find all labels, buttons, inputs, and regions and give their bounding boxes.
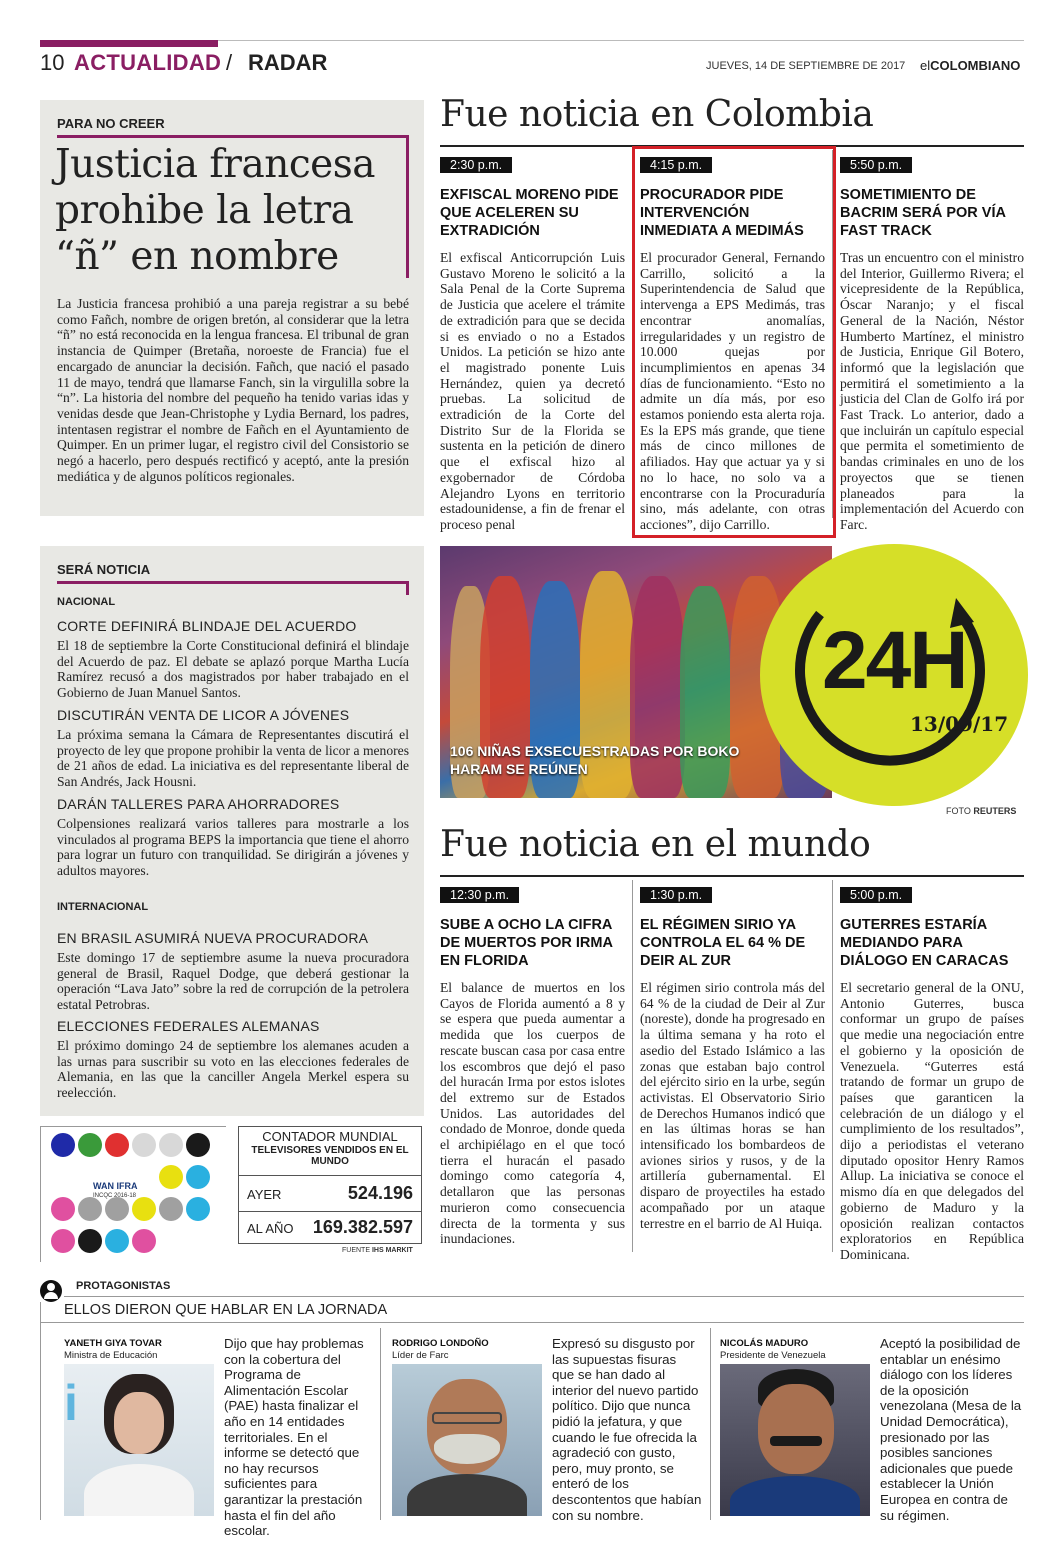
protagonist-name: NICOLÁS MADURO bbox=[720, 1338, 809, 1349]
mundo-time-1: 12:30 p.m. bbox=[440, 887, 519, 903]
protagonistas-rule bbox=[64, 1296, 1024, 1297]
sera-noticia-kicker: SERÁ NOTICIA bbox=[57, 562, 151, 577]
color-control-strip bbox=[40, 1126, 226, 1262]
contador-subtitle: TELEVISORES VENDIDOS EN EL MUNDO bbox=[251, 1145, 409, 1167]
brand-logo[interactable] bbox=[920, 58, 1020, 73]
source-prefix: FUENTE bbox=[342, 1247, 370, 1254]
ayer-value: 524.196 bbox=[347, 1183, 413, 1203]
mundo-time-3: 5:00 p.m. bbox=[840, 887, 912, 903]
protagonist-quote: Dijo que hay problemas con la cobertura del Programa de Alimentación Escolar (PAE) hasta finalizar el año en 14 entidades territoriales. En el informe se detectó que no hay recursos suficientes para garantizar la prestación hasta el fin del año escolar. bbox=[224, 1336, 364, 1539]
24h-text: 24H bbox=[822, 615, 967, 706]
column-divider bbox=[632, 880, 633, 1252]
color-swatch bbox=[159, 1165, 183, 1189]
kicker-vertical-rule bbox=[406, 581, 409, 595]
24h-badge bbox=[760, 544, 1028, 806]
colombia-body-1: El exfiscal Anticorrupción Luis Gustavo Moreno le solicitó a la Sala Penal de la Corte Suprema de Justicia que acelere el trámite de extradición para que se decida si es enviado o no a Estados Unidos. La petición se hizo ante el magistrado ponente Luis Hernández, quien ya decretó pruebas. La solicitud de extradición de la Corte del Distrito Sur de la Florida se sustenta en la petición de dinero que el exfiscal hizo al exgobernador de Córdoba Alejandro Lyons en territorio estadounidense, a fin de frenar el proceso penal bbox=[440, 250, 625, 532]
brand-prefix: el bbox=[920, 58, 931, 73]
internacional-item-title[interactable]: ELECCIONES FEDERALES ALEMANAS bbox=[57, 1018, 320, 1034]
color-swatch bbox=[51, 1133, 75, 1157]
section-separator: / bbox=[226, 50, 233, 75]
column-divider bbox=[380, 1328, 381, 1520]
color-swatch bbox=[159, 1133, 183, 1157]
color-swatch bbox=[132, 1229, 156, 1253]
color-swatch bbox=[159, 1197, 183, 1221]
colombia-headline-2[interactable]: PROCURADOR PIDE INTERVENCIÓN INMEDIATA A MEDIMÁS bbox=[640, 187, 804, 239]
color-swatch bbox=[186, 1197, 210, 1221]
mundo-heading: Fue noticia en el mundo bbox=[440, 824, 871, 865]
color-swatch bbox=[186, 1165, 210, 1189]
al-ano-label: AL AÑO bbox=[247, 1221, 294, 1236]
24h-date: 13/09/17 bbox=[910, 712, 1009, 736]
internacional-item-title[interactable]: EN BRASIL ASUMIRÁ NUEVA PROCURADORA bbox=[57, 930, 369, 946]
color-swatch bbox=[132, 1197, 156, 1221]
contador-title: CONTADOR MUNDIAL bbox=[262, 1129, 398, 1144]
protagonistas-vrule bbox=[40, 1302, 41, 1520]
person-icon bbox=[40, 1280, 62, 1302]
mundo-heading-rule bbox=[440, 875, 1024, 877]
nacional-item-title[interactable]: CORTE DEFINIRÁ BLINDAJE DEL ACUERDO bbox=[57, 618, 357, 634]
colombia-body-3: Tras un encuentro con el ministro del Interior, Guillermo Rivera; el vicepresidente de la República, Óscar Naranjo; y el fiscal General de la Nación, Néstor Humberto Martínez, el ministro de Justicia, Enrique Gil Botero, informó que la legislación que permitirá el sometimiento a la justicia del Clan de Golfo irá por Fast Track. Lo anterior, dado a que incluirán un capítulo especial que permita el sometimiento de bandas criminales en uno de los proyectos que se tienen planeados para la implementación del Acuerdo con Farc. bbox=[840, 250, 1024, 532]
wan-ifra-sub: INCQC 2016-18 bbox=[93, 1193, 137, 1199]
colombia-body-2: El procurador General, Fernando Carrillo, solicitó a la Superintendencia de Salud que intervenga a EPS Medimás, tras encontrar anomalías, irregularidades y un registro de 10.000 quejas por incumplimientos en apenas 34 días de funcionamiento. “Esto no admite un día más, por eso estamos poniendo esta alerta roja. Es la EPS más grande, que tiene más de cinco millones de afiliados. Hay que actuar ya y si no lo hace, no solo va a encontrarse con la Procuraduría sino, más adelante, con otras acciones”, dijo Carrillo. bbox=[640, 250, 825, 532]
section-color-bar bbox=[40, 40, 218, 47]
protagonist-quote: Aceptó la posibilidad de entablar un enésimo diálogo con los líderes de la oposición venezolana (Mesa de la Unidad Democrática), presionado por las posibles sanciones adicionales que puede establecer la Unión Europea en contra de su régimen. bbox=[880, 1336, 1022, 1523]
color-swatch bbox=[78, 1229, 102, 1253]
colombia-headline-1[interactable]: EXFISCAL MORENO PIDE QUE ACELEREN SU EXTRADICIÓN bbox=[440, 187, 619, 239]
subsection-name[interactable]: RADAR bbox=[248, 50, 328, 75]
colombia-time-2: 4:15 p.m. bbox=[640, 157, 712, 173]
brand-name: COLOMBIANO bbox=[930, 58, 1021, 73]
credit-name: REUTERS bbox=[973, 806, 1017, 816]
credit-prefix: FOTO bbox=[946, 806, 971, 816]
nacional-item-title[interactable]: DISCUTIRÁN VENTA DE LICOR A JÓVENES bbox=[57, 707, 350, 723]
mundo-headline-3[interactable]: GUTERRES ESTARÍA MEDIANDO PARA DIÁLOGO EN CARACAS bbox=[840, 917, 1009, 969]
para-no-creer-title[interactable]: Justicia francesa prohibe la letra “ñ” en nombre bbox=[55, 142, 376, 279]
protagonist-quote: Expresó su disgusto por las supuestas fisuras que se han dado al interior del nuevo partido político. Dijo que nunca pidió la jefatura, y que cuando le fue ofrecida la agradeció con gusto, pero, muy pronto, se enteró de los descontentos que habían con su nombre. bbox=[552, 1336, 702, 1523]
source-name: IHS MARKIT bbox=[371, 1247, 413, 1254]
protagonistas-rule bbox=[40, 1322, 1024, 1323]
mundo-body-1: El balance de muertos en los Cayos de Florida aumentó a 8 y se espera que pueda aumentar a medida que los cuerpos de rescate buscan casa por casa entre los escombros que dejó el paso del huracán Irma por estos islotes del extremo sur de Estados Unidos. Las autoridades del condado de Monroe, donde queda el archipiélago en el que tocó tierra el huracán el pasado domingo como categoría 4, detallaron que las personas murieron como consecuencia directa de la tormenta y sus inundaciones. bbox=[440, 980, 625, 1247]
color-swatch bbox=[78, 1197, 102, 1221]
nacional-item-body: Colpensiones realizará varios talleres para mostrarle a los vinculados al programa BEPS la importancia que tiene el ahorro para lograr un futuro con tranquilidad. Se dirigirán a jóvenes y adultos mayores. bbox=[57, 816, 409, 879]
protagonist-role: Presidente de Venezuela bbox=[720, 1350, 826, 1361]
contador-source bbox=[342, 1247, 413, 1254]
column-divider bbox=[710, 1328, 711, 1520]
nacional-label: NACIONAL bbox=[57, 596, 116, 608]
color-swatch bbox=[132, 1133, 156, 1157]
mundo-headline-2[interactable]: EL RÉGIMEN SIRIO YA CONTROLA EL 64 % DE DEIR AL ZUR bbox=[640, 917, 806, 969]
protagonistas-subtitle: ELLOS DIERON QUE HABLAR EN LA JORNADA bbox=[64, 1302, 388, 1318]
color-swatch bbox=[51, 1197, 75, 1221]
internacional-item-body: Este domingo 17 de septiembre asume la nueva procuradora general de Brasil, Raquel Dodge, que deberá gestionar la operación “Lava Jato” sobre la red de corrupción de la petrolera estatal Petrobras. bbox=[57, 950, 409, 1013]
mundo-time-2: 1:30 p.m. bbox=[640, 887, 712, 903]
mundo-body-3: El secretario general de la ONU, Antonio Guterres, busca conformar un grupo de países que medie una negociación entre el gobierno y la oposición de Venezuela. “Guterres está tratando de formar un grupo de países que garanticen la celebración de un diálogo y el cumplimiento de los resultados”, dijo a periodistas el veterano diputado opositor Henry Ramos Allup. La iniciativa se conoce el mismo día en que delegados del gobierno de Maduro y la oposición realizan contactos exploratorios en República Dominicana. bbox=[840, 980, 1024, 1262]
kicker-rule bbox=[57, 581, 409, 584]
protagonist-name: RODRIGO LONDOÑO bbox=[392, 1338, 489, 1349]
para-no-creer-body: La Justicia francesa prohibió a una pareja registrar a su bebé como Fañch, nombre de origen bretón, al considerar que la letra “ñ” no está reconocida en la lengua francesa. El tribunal de gran instancia de Quimper (Bretaña, noroeste de Francia) fue el encargado de anunciar la decisión. Fañch, que nació el pasado 11 de mayo, tendrá que llamarse Fanch, sin la virgulilla sobre la “n”. La historia del nombre del pequeño ha tenido varias idas y venidas desde que Jean-Christophe y Lydia Bernard, los padres, intentasen registrar el nombre de Fañch en el Ayuntamiento de Quimper. En un primer lugar, el registro civil del Consistorio se negó a hacerlo, pero después rectificó y aceptó, ante la presión mediática y de algunos políticos regionales. bbox=[57, 296, 409, 484]
photo-caption: 106 NIÑAS EXSECUESTRADAS POR BOKO HARAM SE REÚNEN bbox=[450, 743, 740, 777]
para-no-creer-kicker: PARA NO CREER bbox=[57, 116, 165, 131]
internacional-item-body: El próximo domingo 24 de septiembre los alemanes acuden a las urnas para suscribir su voto en las elecciones federales de Alemania, en las que la canciller Angela Merkel espera su reelección. bbox=[57, 1038, 409, 1101]
colombia-headline-3[interactable]: SOMETIMIENTO DE BACRIM SERÁ POR VÍA FAST TRACK bbox=[840, 187, 1006, 239]
counter-rule bbox=[239, 1175, 421, 1176]
protagonist-role: Líder de Farc bbox=[392, 1350, 449, 1361]
colombia-time-3: 5:50 p.m. bbox=[840, 157, 912, 173]
protagonist-role: Ministra de Educación bbox=[64, 1350, 158, 1361]
color-swatch bbox=[105, 1133, 129, 1157]
kicker-vertical-rule bbox=[406, 135, 409, 278]
mundo-headline-1[interactable]: SUBE A OCHO LA CIFRA DE MUERTOS POR IRMA EN FLORIDA bbox=[440, 917, 613, 969]
al-ano-value: 169.382.597 bbox=[312, 1217, 413, 1237]
page-number: 10 bbox=[40, 50, 65, 75]
protagonistas-kicker: PROTAGONISTAS bbox=[76, 1280, 171, 1292]
photo-credit bbox=[946, 806, 1016, 816]
protagonist-name: YANETH GIYA TOVAR bbox=[64, 1338, 162, 1349]
protagonist-photo[interactable] bbox=[392, 1364, 542, 1516]
internacional-label: INTERNACIONAL bbox=[57, 901, 149, 913]
color-swatch bbox=[51, 1229, 75, 1253]
counter-rule bbox=[239, 1211, 421, 1212]
issue-date: JUEVES, 14 DE SEPTIEMBRE DE 2017 bbox=[706, 60, 906, 72]
nacional-item-body: La próxima semana la Cámara de Representantes discutirá el proyecto de ley que propone prohibir la venta de licor a menores de 21 años de edad. La iniciativa es del representante liberal de San Andrés, Jack Housni. bbox=[57, 727, 409, 790]
kicker-rule bbox=[57, 135, 409, 138]
protagonist-photo[interactable] bbox=[720, 1364, 870, 1516]
ayer-label: AYER bbox=[247, 1187, 282, 1202]
protagonist-photo[interactable]: i bbox=[64, 1364, 214, 1516]
colombia-time-1: 2:30 p.m. bbox=[440, 157, 512, 173]
wan-ifra-logo: WAN IFRA bbox=[93, 1181, 138, 1191]
mundo-body-2: El régimen sirio controla más del 64 % de la ciudad de Deir al Zur (noreste), donde ha progresado en la última semana y ha roto el asedio del Estado Islámico a las zonas que estaban bajo control del ejército sirio en la urbe, según activistas. El Observatorio Sirio de Derechos Humanos indicó que en las últimas horas se han intensificado los bombardeos de aviones sirios y rusos, y de la artillería gubernamental. El disparo de proyectiles ha estado acompañado por un ataque terrestre en el barrio de Al Huiqa. bbox=[640, 980, 825, 1231]
nacional-item-body: El 18 de septiembre la Corte Constitucional definirá el blindaje del Acuerdo de paz. El debate se aplazó porque Martha Lucía Ramírez recusó a dos magistrados por haber trabajado en el Gobierno de Juan Manuel Santos. bbox=[57, 638, 409, 701]
column-divider bbox=[832, 880, 833, 1252]
color-swatch bbox=[105, 1229, 129, 1253]
nacional-item-title[interactable]: DARÁN TALLERES PARA AHORRADORES bbox=[57, 796, 340, 812]
colombia-heading: Fue noticia en Colombia bbox=[440, 94, 874, 135]
section-name[interactable]: ACTUALIDAD bbox=[74, 50, 222, 75]
color-swatch bbox=[186, 1133, 210, 1157]
color-swatch bbox=[105, 1197, 129, 1221]
contador-mundial-box bbox=[238, 1126, 422, 1244]
color-swatch bbox=[78, 1133, 102, 1157]
